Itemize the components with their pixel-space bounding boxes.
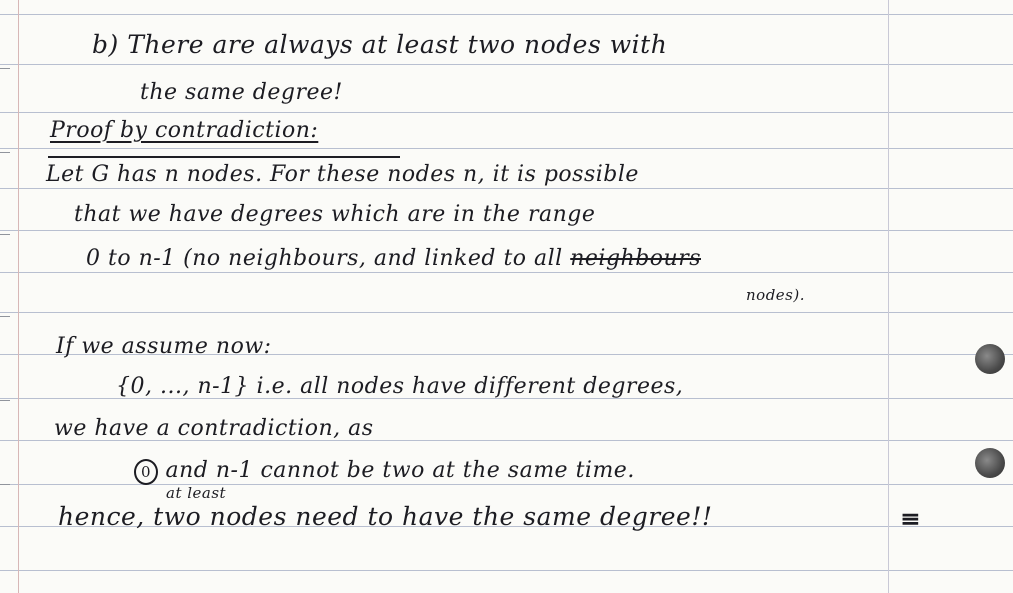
- punch-hole: [975, 344, 1005, 374]
- edge-tick: [0, 484, 10, 485]
- note-line-6-text: 0 to n-1 (no neighbours, and linked to all: [86, 246, 563, 271]
- heading-underline: [48, 156, 400, 158]
- circled-zero: 0: [134, 459, 158, 485]
- note-line-11-text: and n-1 cannot be two at the same time.: [165, 458, 635, 483]
- ruled-line: [0, 64, 1013, 65]
- note-line-5: that we have degrees which are in the range: [74, 202, 596, 227]
- struck-word: neighbours: [570, 246, 701, 271]
- ruled-line: [0, 230, 1013, 231]
- note-line-9: {0, ..., n-1} i.e. all nodes have different degrees,: [116, 374, 684, 399]
- note-line-2: the same degree!: [140, 80, 343, 105]
- punch-hole: [975, 448, 1005, 478]
- note-line-10: we have a contradiction, as: [54, 416, 374, 441]
- right-margin-line: [888, 0, 889, 593]
- ruled-line: [0, 188, 1013, 189]
- ruled-line: [0, 272, 1013, 273]
- edge-tick: [0, 316, 10, 317]
- ruled-line: [0, 112, 1013, 113]
- edge-tick: [0, 152, 10, 153]
- note-line-1: b) There are always at least two nodes with: [92, 30, 668, 59]
- note-line-11: [134, 458, 635, 485]
- note-line-12-annotation: at least: [166, 484, 227, 502]
- note-line-4: Let G has n nodes. For these nodes n, it is possible: [46, 162, 639, 187]
- ruled-line: [0, 148, 1013, 149]
- ruled-line: [0, 570, 1013, 571]
- edge-tick: [0, 68, 10, 69]
- ruled-line: [0, 14, 1013, 15]
- note-line-8: If we assume now:: [56, 334, 272, 359]
- margin-line: [18, 0, 19, 593]
- edge-tick: [0, 234, 10, 235]
- note-heading-proof: Proof by contradiction:: [50, 118, 319, 143]
- note-line-6: [86, 246, 701, 271]
- note-line-13: hence, two nodes need to have the same degree!!: [58, 502, 713, 531]
- end-mark: ≡: [900, 504, 922, 533]
- ruled-line: [0, 312, 1013, 313]
- note-line-7: nodes).: [746, 286, 805, 304]
- edge-tick: [0, 400, 10, 401]
